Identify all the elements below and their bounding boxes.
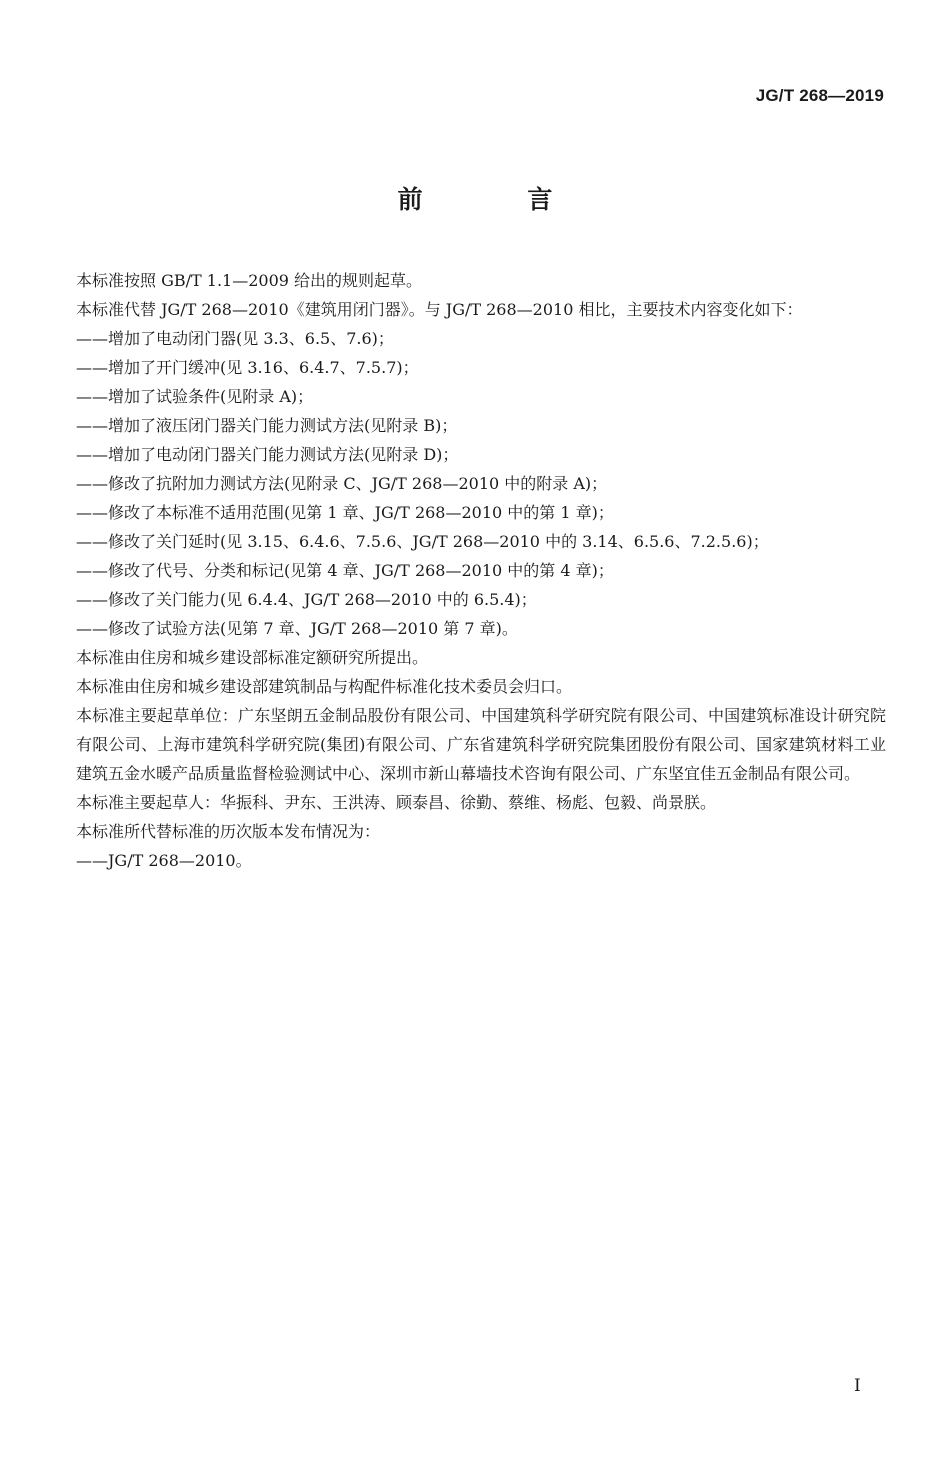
change-item: ——修改了试验方法(见第 7 章、JG/T 268—2010 第 7 章)。 xyxy=(76,619,518,638)
change-item: ——增加了试验条件(见附录 A)； xyxy=(76,387,314,406)
foreword-body xyxy=(76,266,886,875)
previous-edition-item: ——JG/T 268—2010。 xyxy=(76,851,252,870)
paragraph-drafting-rules: 本标准按照 GB/T 1.1—2009 给出的规则起草。 xyxy=(76,271,423,290)
standard-code-header: JG/T 268—2019 xyxy=(755,86,884,105)
paragraph-proposed-by: 本标准由住房和城乡建设部标准定额研究所提出。 xyxy=(76,648,429,667)
change-item: ——增加了电动闭门器关门能力测试方法(见附录 D)； xyxy=(76,445,459,464)
change-item: ——增加了开门缓冲(见 3.16、6.4.7、7.5.7)； xyxy=(76,358,419,377)
change-item: ——修改了代号、分类和标记(见第 4 章、JG/T 268—2010 中的第 4 章)； xyxy=(76,561,614,580)
page-title: 前 言 xyxy=(397,185,601,214)
change-item: ——修改了关门能力(见 6.4.4、JG/T 268—2010 中的 6.5.4)； xyxy=(76,590,537,609)
paragraph-replaces: 本标准代替 JG/T 268—2010《建筑用闭门器》。与 JG/T 268—2010 相比，主要技术内容变化如下： xyxy=(76,300,803,319)
page-number: I xyxy=(854,1376,861,1396)
change-item: ——增加了液压闭门器关门能力测试方法(见附录 B)； xyxy=(76,416,458,435)
paragraph-drafting-units: 本标准主要起草单位：广东坚朗五金制品股份有限公司、中国建筑科学研究院有限公司、中国建筑标准设计研究院有限公司、上海市建筑科学研究院(集团)有限公司、广东省建筑科学研究院集团股份有限公司、国家建筑材料工业建筑五金水暖产品质量监督检验测试中心、深圳市新山幕墙技术咨询有限公司、广东坚宜佳五金制品有限公司。 xyxy=(76,706,886,783)
paragraph-previous-editions: 本标准所代替标准的历次版本发布情况为： xyxy=(76,822,381,841)
change-item: ——修改了抗附加力测试方法(见附录 C、JG/T 268—2010 中的附录 A)； xyxy=(76,474,608,493)
change-item: ——增加了电动闭门器(见 3.3、6.5、7.6)； xyxy=(76,329,394,348)
change-item: ——修改了本标准不适用范围(见第 1 章、JG/T 268—2010 中的第 1 章)； xyxy=(76,503,614,522)
paragraph-drafters: 本标准主要起草人：华振科、尹东、王洪涛、顾泰昌、徐勤、蔡维、杨彪、包毅、尚景朕。 xyxy=(76,793,717,812)
paragraph-administered-by: 本标准由住房和城乡建设部建筑制品与构配件标准化技术委员会归口。 xyxy=(76,677,573,696)
change-item: ——修改了关门延时(见 3.15、6.4.6、7.5.6、JG/T 268—2010 中的 3.14、6.5.6、7.2.5.6)； xyxy=(76,532,769,551)
